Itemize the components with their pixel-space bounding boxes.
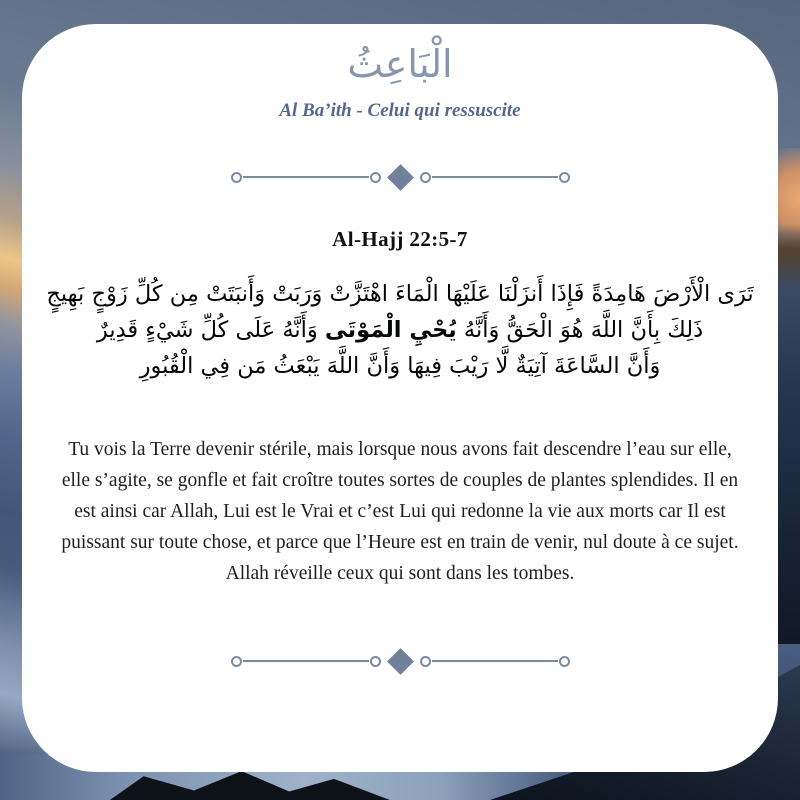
divider-line xyxy=(243,176,369,178)
content-card xyxy=(22,24,778,772)
diamond-ornament-icon xyxy=(387,164,414,191)
divider-end-dot xyxy=(559,172,570,183)
verse-line-2-pre: ذَلِكَ بِأَنَّ اللَّهَ هُوَ الْحَقُّ وَأَنَّهُ xyxy=(463,316,704,343)
ornamental-divider-top xyxy=(231,168,570,187)
divine-name-arabic-title: الْبَاعِثُ xyxy=(347,42,453,86)
divider-end-dot xyxy=(420,172,431,183)
diamond-ornament-icon xyxy=(387,648,414,675)
divine-name-transliteration: Al Ba’ith - Celui qui ressuscite xyxy=(279,99,521,121)
divider-end-dot xyxy=(420,656,431,667)
verse-line-2-post: وَأَنَّهُ عَلَى كُلِّ شَيْءٍ قَدِيرٌ xyxy=(96,316,318,343)
verse-line-3: وَأَنَّ السَّاعَةَ آتِيَةٌ لَّا رَيْبَ فِيهَا وَأَنَّ اللَّهَ يَبْعَثُ مَن فِي الْقُبُورِ xyxy=(139,352,661,379)
divider-end-dot xyxy=(231,172,242,183)
divider-end-dot xyxy=(231,656,242,667)
divider-line xyxy=(243,660,369,662)
surah-reference: Al-Hajj 22:5-7 xyxy=(332,226,468,251)
divider-end-dot xyxy=(559,656,570,667)
divider-end-dot xyxy=(370,172,381,183)
verse-line-2-highlight: يُحْيِ الْمَوْتَى xyxy=(324,316,457,343)
divider-line xyxy=(432,660,558,662)
ornamental-divider-bottom xyxy=(231,652,570,671)
quran-verse-arabic xyxy=(46,276,753,384)
divider-line xyxy=(432,176,558,178)
french-translation: Tu vois la Terre devenir stérile, mais lorsque nous avons fait descendre l’eau sur elle, elle s’agite, se gonfle et fait croître toutes sortes de couples de plantes splendides. Il en est ainsi car Allah, Lui est le Vrai et c’est Lui qui redonne la vie aux morts car Il est puissant sur toute chose, et parce que l’Heure est en train de venir, nul doute à ce sujet. Allah réveille ceux qui sont dans les tombes. xyxy=(61,438,739,585)
verse-line-1: تَرَى الْأَرْضَ هَامِدَةً فَإِذَا أَنزَلْنَا عَلَيْهَا الْمَاءَ اهْتَزَّتْ وَرَبَتْ وَأَنبَتَتْ مِن كُلِّ زَوْجٍ بَهِيجٍ xyxy=(46,280,754,307)
verse-line-2 xyxy=(46,312,753,348)
divider-end-dot xyxy=(370,656,381,667)
